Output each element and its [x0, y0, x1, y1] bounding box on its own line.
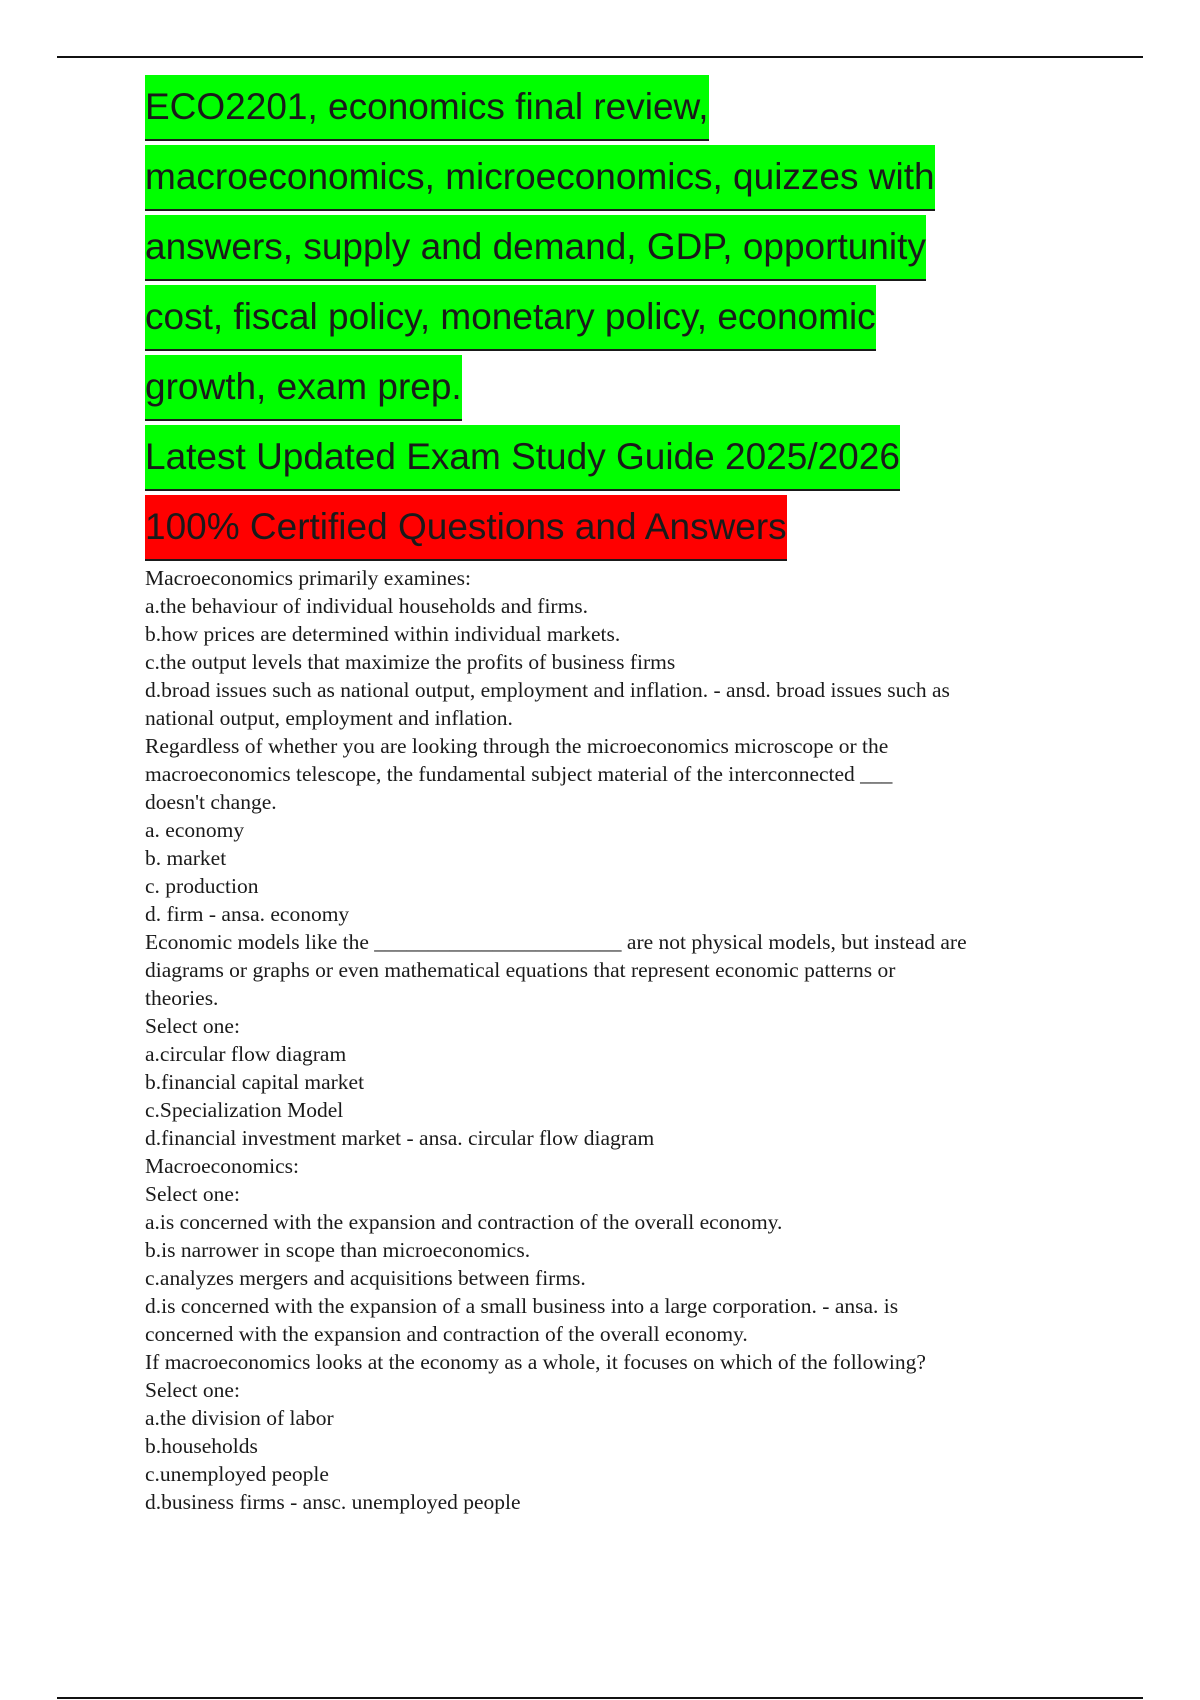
subtitle-text: Latest Updated Exam Study Guide 2025/2026 [145, 425, 900, 491]
text-line: concerned with the expansion and contraction of the overall economy. [145, 1322, 748, 1346]
title-line-5 [145, 352, 462, 422]
text-line: Macroeconomics primarily examines: [145, 566, 471, 590]
text-line: If macroeconomics looks at the economy as a whole, it focuses on which of the following? [145, 1350, 926, 1374]
bottom-rule [57, 1697, 1143, 1699]
text-line: macroeconomics telescope, the fundamental subject material of the interconnected ___ [145, 762, 893, 786]
subtitle-line [145, 422, 900, 492]
document-heading [145, 72, 1045, 562]
text-line: Regardless of whether you are looking through the microeconomics microscope or the [145, 734, 889, 758]
certified-text: 100% Certified Questions and Answers [145, 495, 787, 561]
title-line-2 [145, 142, 935, 212]
text-line: Select one: [145, 1182, 240, 1206]
text-line: d.broad issues such as national output, employment and inflation. - ansd. broad issues such as [145, 678, 950, 702]
text-line: d.business firms - ansc. unemployed people [145, 1490, 521, 1514]
text-line: a. economy [145, 818, 245, 842]
text-line: Macroeconomics: [145, 1154, 300, 1178]
text-line: Select one: [145, 1014, 240, 1038]
text-line: a.circular flow diagram [145, 1042, 347, 1066]
title-line-2-text: macroeconomics, microeconomics, quizzes with [145, 145, 935, 211]
text-line: d. firm - ansa. economy [145, 902, 350, 926]
text-line: Economic models like the _______________________ are not physical models, but instead are [145, 930, 967, 954]
title-line-5-text: growth, exam prep. [145, 355, 462, 421]
title-line-1-text: ECO2201, economics final review, [145, 75, 709, 141]
text-line: b.how prices are determined within individual markets. [145, 622, 621, 646]
text-line: a.the behaviour of individual households and firms. [145, 594, 589, 618]
certified-line [145, 492, 787, 562]
text-line: b.is narrower in scope than microeconomics. [145, 1238, 531, 1262]
text-line: diagrams or graphs or even mathematical equations that represent economic patterns or [145, 958, 896, 982]
title-line-3 [145, 212, 926, 282]
title-line-1 [145, 72, 709, 142]
text-line: c.analyzes mergers and acquisitions between firms. [145, 1266, 586, 1290]
text-line: a.the division of labor [145, 1406, 334, 1430]
title-line-4-text: cost, fiscal policy, monetary policy, economic [145, 285, 876, 351]
text-line: theories. [145, 986, 219, 1010]
title-line-4 [145, 282, 876, 352]
text-line: c. production [145, 874, 259, 898]
top-rule [57, 56, 1143, 58]
text-line: d.financial investment market - ansa. circular flow diagram [145, 1126, 655, 1150]
text-line: b.households [145, 1434, 258, 1458]
text-line: b. market [145, 846, 227, 870]
text-line: d.is concerned with the expansion of a small business into a large corporation. - ansa. is [145, 1294, 899, 1318]
text-line: c.Specialization Model [145, 1098, 344, 1122]
text-line: b.financial capital market [145, 1070, 365, 1094]
text-line: national output, employment and inflation. [145, 706, 513, 730]
text-line: doesn't change. [145, 790, 277, 814]
text-line: Select one: [145, 1378, 240, 1402]
title-line-3-text: answers, supply and demand, GDP, opportunity [145, 215, 926, 281]
question-body [145, 564, 1065, 1516]
text-line: c.the output levels that maximize the profits of business firms [145, 650, 676, 674]
text-line: a.is concerned with the expansion and contraction of the overall economy. [145, 1210, 783, 1234]
text-line: c.unemployed people [145, 1462, 329, 1486]
